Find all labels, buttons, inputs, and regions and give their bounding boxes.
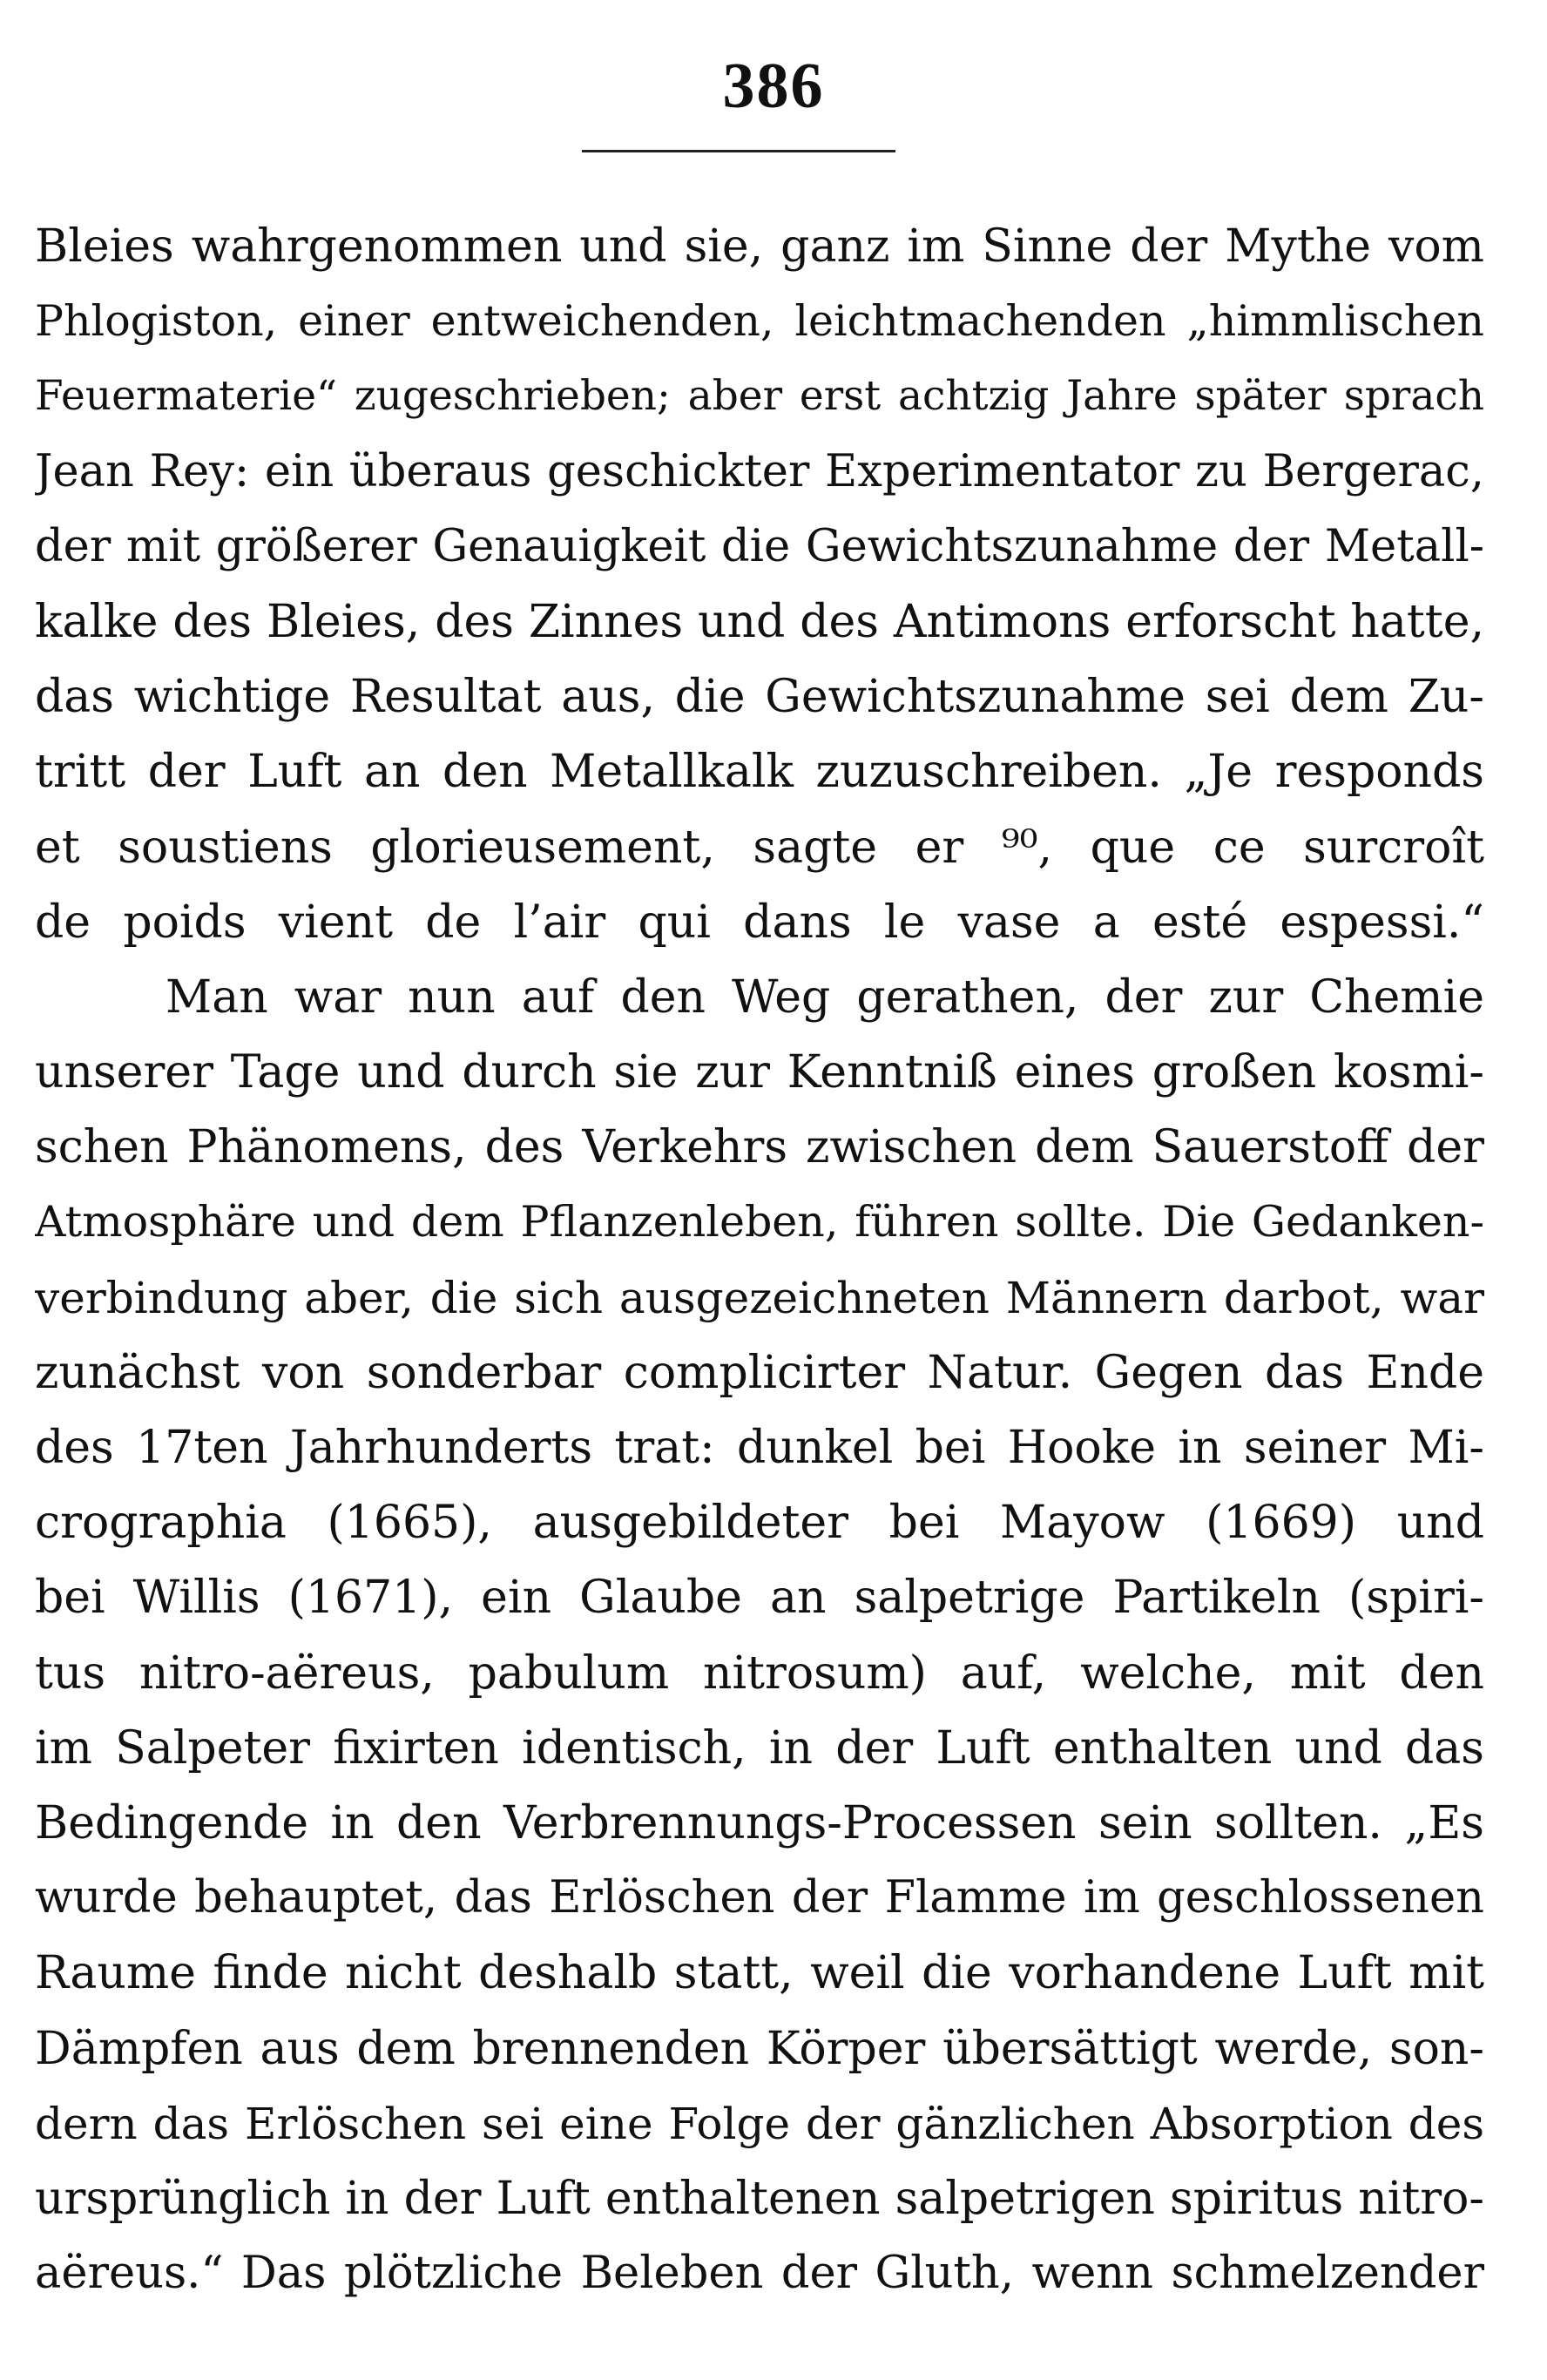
text-line: bei Willis (1671), ein Glaube an salpetrige Partikeln (spiri- <box>35 1572 1484 1625</box>
text-line: Raume finde nicht deshalb statt, weil die vorhandene Luft mit <box>35 1947 1484 2000</box>
text-line: Bedingende in den Verbrennungs-Processen sein sollten. „Es <box>35 1796 1484 1849</box>
text-line: zunächst von sonderbar complicirter Natur. Gegen das Ende <box>35 1346 1484 1399</box>
page-number: 386 <box>722 51 825 122</box>
text-line: dern das Erlöschen sei eine Folge der gänzlichen Absorption des <box>35 2098 1484 2149</box>
text-line: Feuermaterie“ zugeschrieben; aber erst achtzig Jahre später sprach <box>35 372 1484 421</box>
text-line: das wichtige Resultat aus, die Gewichtszunahme sei dem Zu- <box>35 671 1484 724</box>
text-line: Jean Rey: ein überaus geschickter Experimentator zu Bergerac, <box>35 445 1484 497</box>
text-line: ursprünglich in der Luft enthaltenen salpetrigen spiritus nitro- <box>35 2172 1484 2225</box>
text-line: Phlogiston, einer entweichenden, leichtmachenden „himmlischen <box>35 296 1484 347</box>
text-line: der mit größerer Genauigkeit die Gewichtszunahme der Metall- <box>35 520 1484 572</box>
text-line: des 17ten Jahrhunderts trat: dunkel bei Hooke in seiner Mi- <box>35 1422 1484 1474</box>
text-line: wurde behauptet, das Erlöschen der Flamme im geschlossenen <box>35 1872 1484 1924</box>
text-line: crographia (1665), ausgebildeter bei Mayow (1669) und <box>35 1497 1484 1550</box>
text-line: Dämpfen aus dem brennenden Körper übersättigt werde, son- <box>35 2022 1484 2075</box>
text-line: tus nitro-aëreus, pabulum nitrosum) auf, welche, mit den <box>35 1646 1484 1700</box>
text-line: schen Phänomens, des Verkehrs zwischen dem Sauerstoff der <box>35 1121 1484 1174</box>
text-line: im Salpeter fixirten identisch, in der Luft enthalten und das <box>35 1721 1484 1775</box>
text-line: kalke des Bleies, des Zinnes und des Antimons erforscht hatte, <box>35 595 1484 648</box>
body-text <box>35 209 1484 2311</box>
text-line: Bleies wahrgenommen und sie, ganz im Sinne der Mythe vom <box>35 220 1484 273</box>
text-line: Atmosphäre und dem Pflanzenleben, führen sollte. Die Gedanken- <box>35 1197 1484 1247</box>
text-line: unserer Tage und durch sie zur Kenntniß eines großen kosmi- <box>35 1046 1484 1099</box>
text-line: tritt der Luft an den Metallkalk zuzuschreiben. „Je responds <box>35 746 1484 799</box>
text-line: verbindung aber, die sich ausgezeichneten Männern darbot, war <box>35 1272 1484 1323</box>
text-line: de poids vient de l’air qui dans le vase a esté espessi.“ <box>35 896 1484 949</box>
text-line: et soustiens glorieusement, sagte er ⁹⁰, que ce surcroît <box>35 821 1484 874</box>
text-line-paragraph-start: Man war nun auf den Weg gerathen, der zur Chemie <box>166 970 1484 1024</box>
header-rule <box>582 150 895 152</box>
text-line: aëreus.“ Das plötzliche Beleben der Gluth, wenn schmelzender <box>35 2248 1484 2300</box>
